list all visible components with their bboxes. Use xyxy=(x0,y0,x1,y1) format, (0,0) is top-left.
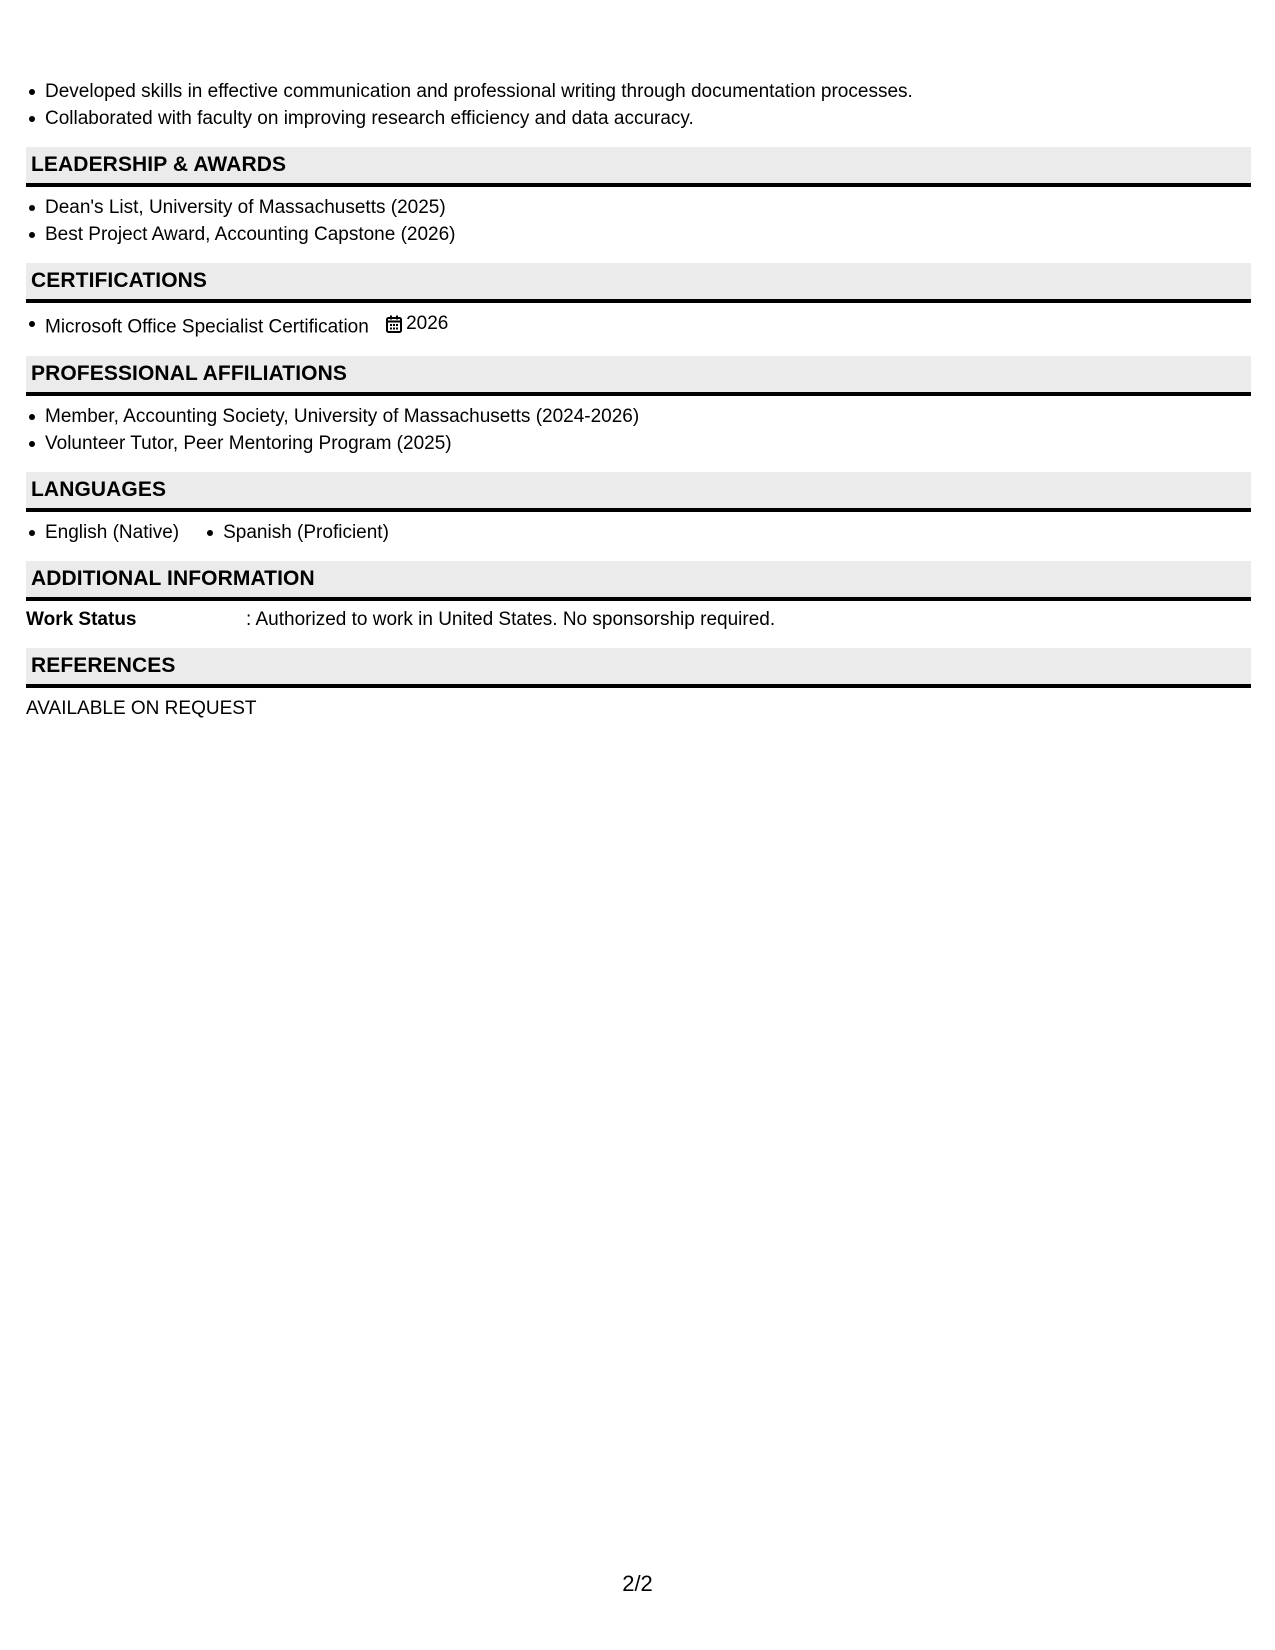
section-title: REFERENCES xyxy=(26,648,1251,688)
affiliations-section xyxy=(26,356,1251,457)
leadership-list xyxy=(26,194,1251,248)
certification-year: 2026 xyxy=(406,313,449,334)
calendar-icon xyxy=(386,315,402,333)
language-item: Spanish (Proficient) xyxy=(223,519,389,546)
resume-page xyxy=(26,78,1251,722)
section-title: PROFESSIONAL AFFILIATIONS xyxy=(26,356,1251,396)
references-section xyxy=(26,648,1251,722)
languages-list xyxy=(26,519,1251,546)
additional-info-section xyxy=(26,561,1251,633)
references-text: AVAILABLE ON REQUEST xyxy=(26,697,257,719)
language-item: English (Native) xyxy=(45,519,179,546)
affiliations-list xyxy=(26,403,1251,457)
list-item: Member, Accounting Society, University of Massachusetts (2024-2026) xyxy=(45,403,1251,430)
certifications-list xyxy=(26,310,1251,341)
page-number: 2/2 xyxy=(622,1571,653,1596)
certification-date xyxy=(386,310,448,337)
section-title: ADDITIONAL INFORMATION xyxy=(26,561,1251,601)
experience-bullet: Collaborated with faculty on improving research efficiency and data accuracy. xyxy=(45,105,1251,132)
experience-bullet: Developed skills in effective communication and professional writing through documentation processes. xyxy=(45,78,1251,105)
section-title: LANGUAGES xyxy=(26,472,1251,512)
list-item: Volunteer Tutor, Peer Mentoring Program (2025) xyxy=(45,430,1251,457)
experience-bullets xyxy=(26,78,1251,132)
section-title: LEADERSHIP & AWARDS xyxy=(26,147,1251,187)
certification-item xyxy=(45,310,1251,341)
additional-info-row xyxy=(26,607,1251,633)
leadership-section xyxy=(26,147,1251,248)
work-status-value: : Authorized to work in United States. No sponsorship required. xyxy=(246,608,776,630)
list-item: Dean's List, University of Massachusetts (2025) xyxy=(45,194,1251,221)
certifications-section xyxy=(26,263,1251,341)
list-item: Best Project Award, Accounting Capstone (2026) xyxy=(45,221,1251,248)
certification-name: Microsoft Office Specialist Certification xyxy=(45,316,369,338)
work-status-label: Work Status xyxy=(26,608,137,630)
section-title: CERTIFICATIONS xyxy=(26,263,1251,303)
languages-section xyxy=(26,472,1251,546)
